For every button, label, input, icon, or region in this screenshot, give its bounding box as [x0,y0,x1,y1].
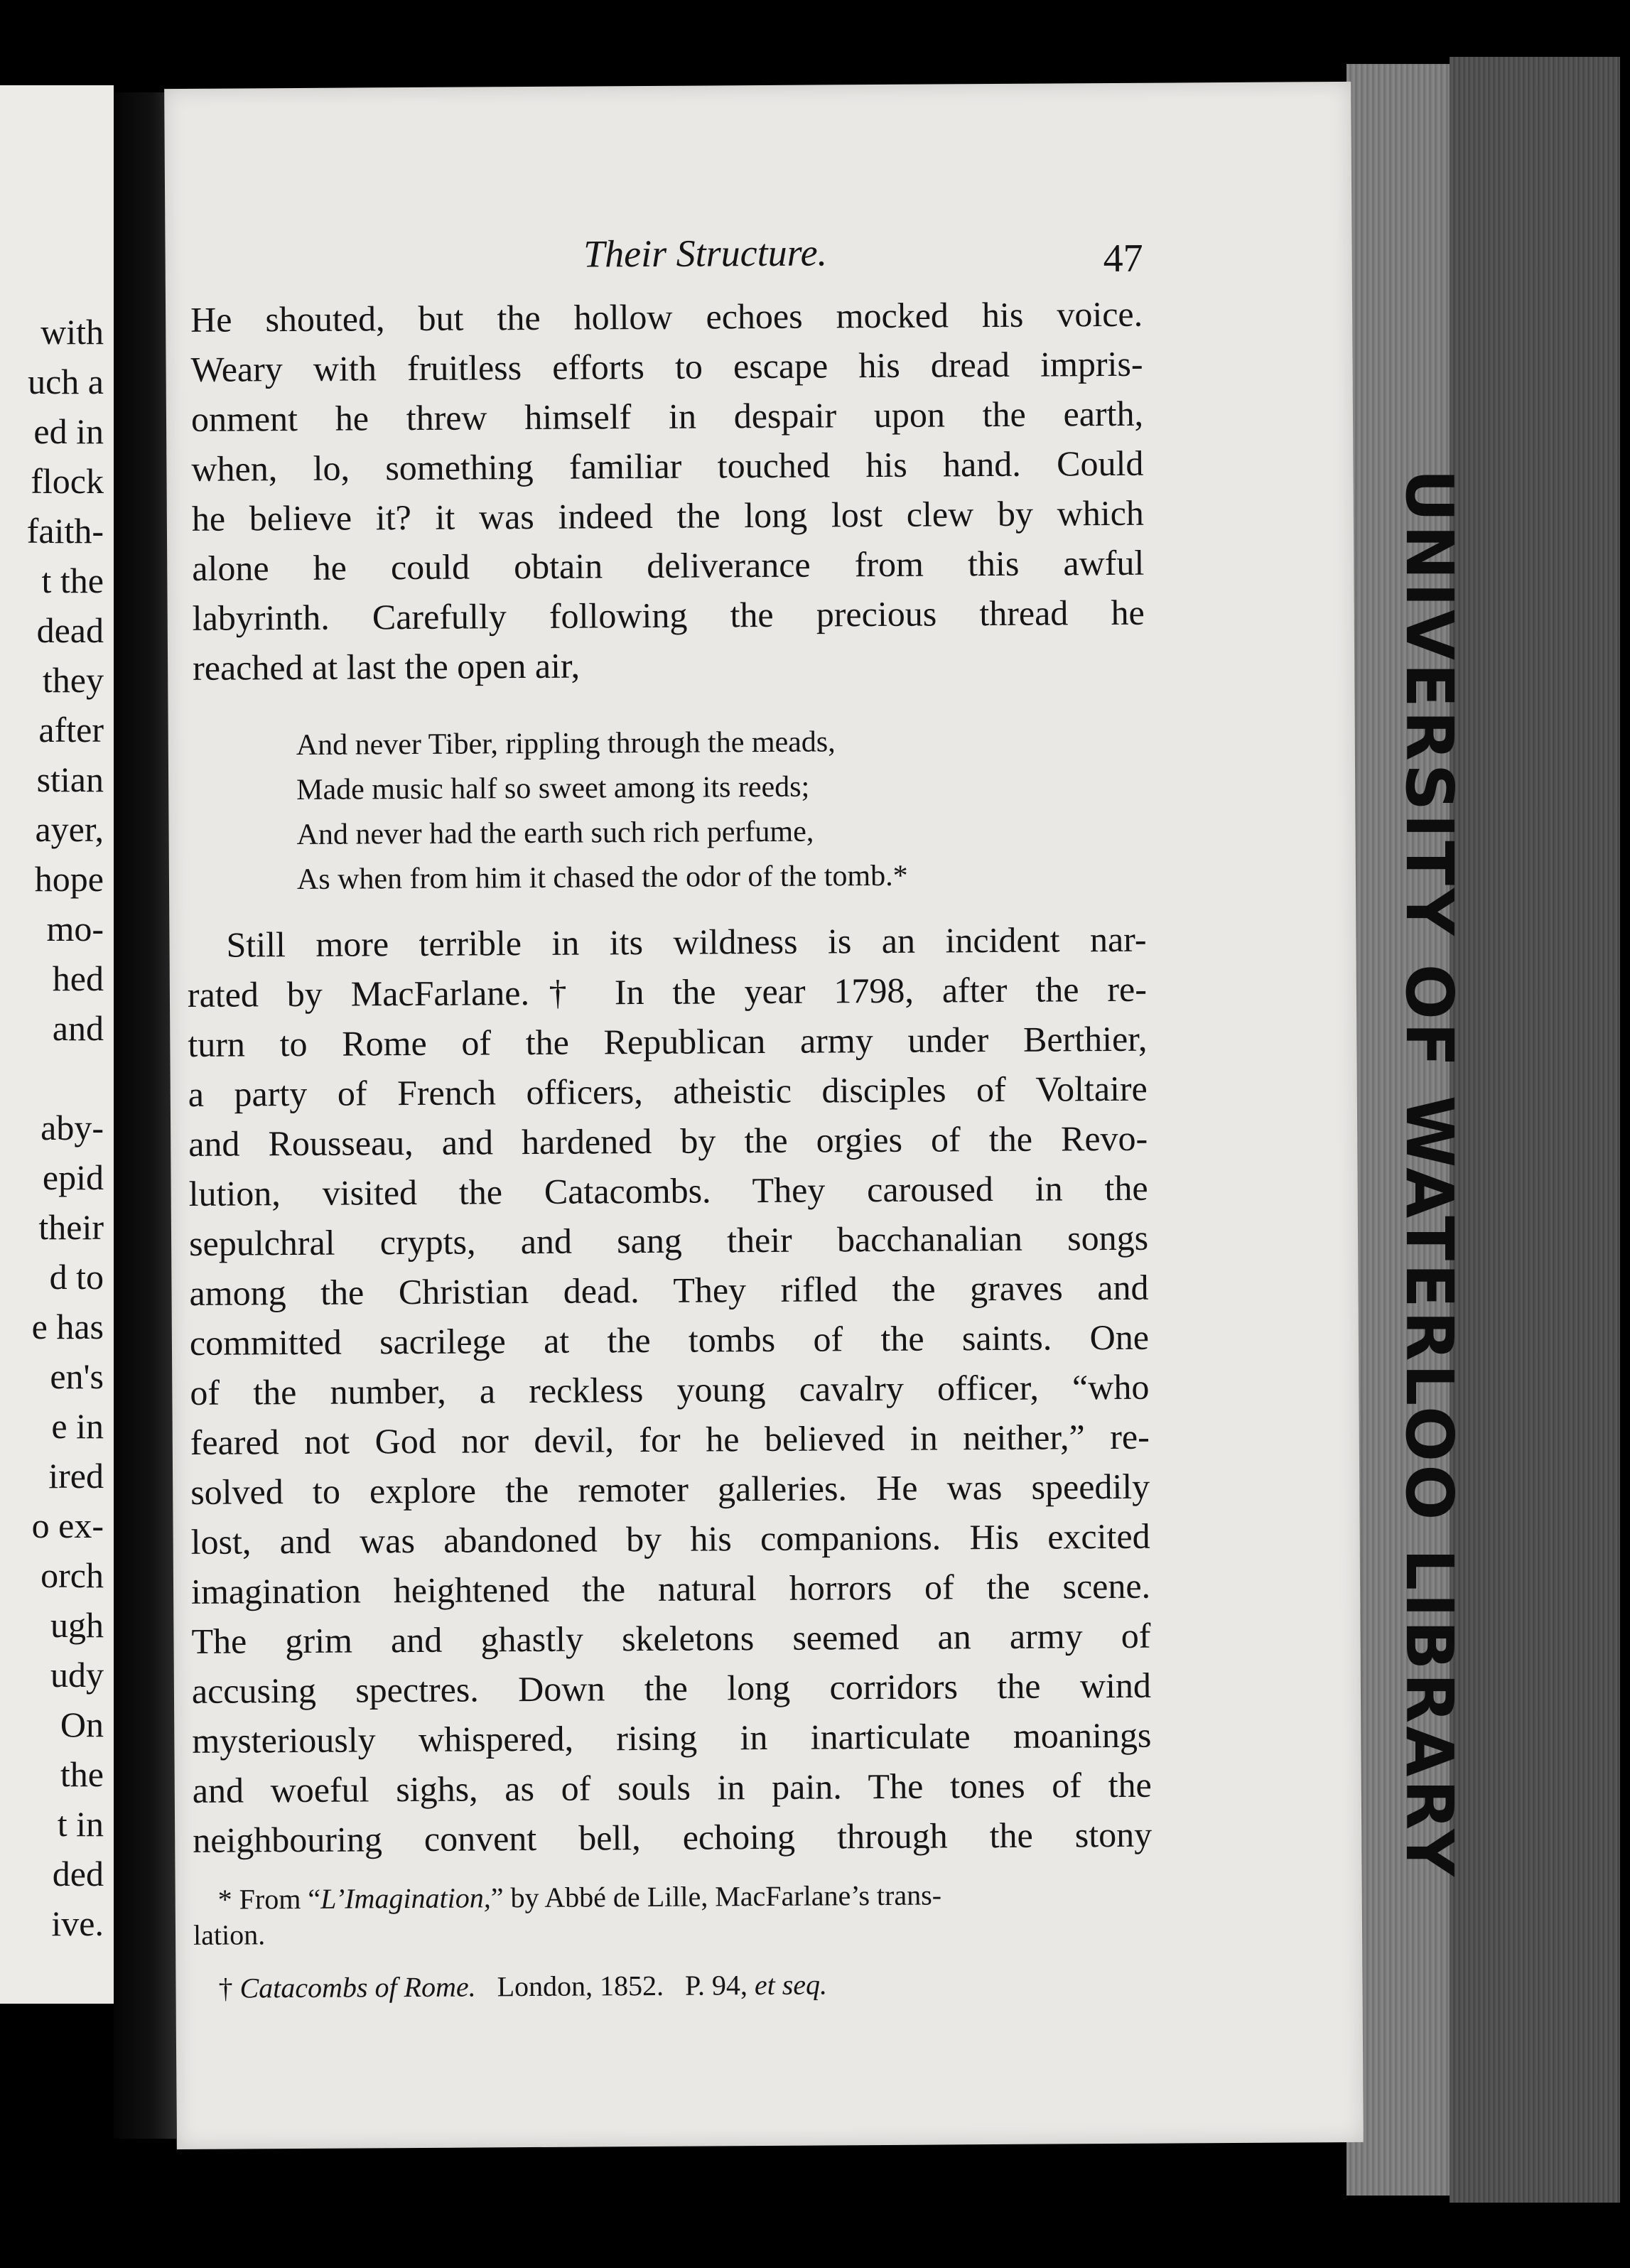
left-page-line: e in [51,1406,104,1446]
paragraph-line: lution, visited the Catacombs. They caroused in the [188,1167,1148,1214]
footnote-work-title: L’Imagination, [320,1881,491,1915]
left-page-line: stian [36,760,104,799]
paragraph-line: onment he threw himself in despair upon the earth, [190,393,1144,439]
left-page-line: their [38,1207,104,1247]
footnote-marker: † [218,1972,233,2004]
paragraph-line: accusing spectres. Down the long corridors the wind [191,1665,1152,1711]
paragraph-line: and Rousseau, and hardened by the orgies of the Revo- [188,1118,1148,1164]
paragraph-line: when, lo, something familiar touched his hand. Could [191,443,1144,489]
left-page-line: hed [52,958,104,998]
left-page-line: udy [50,1655,104,1695]
left-page-line: ired [48,1456,104,1496]
left-page-line: hope [34,859,104,899]
verse-line: And never Tiber, rippling through the meads, [296,725,836,762]
paragraph-line: neighbouring convent bell, echoing through the stony [193,1814,1153,1860]
paragraph-line: among the Christian dead. They rifled the graves and [189,1267,1149,1313]
paragraph-line: turn to Rome of the Republican army under Berthier, [188,1018,1148,1064]
left-page-line: t in [57,1804,104,1844]
paragraph-line: of the number, a reckless young cavalry officer, “who [190,1366,1150,1413]
footnote-place-date: London, 1852. [497,1969,664,2003]
footnote-1-continuation: lation. [193,1918,266,1951]
paragraph-line: imagination heightened the natural horrors of the scene. [190,1565,1151,1611]
left-page-line: ugh [50,1605,104,1645]
left-page-line: faith- [26,511,104,551]
paragraph-line: labyrinth. Carefully following the precious thread he [192,592,1145,638]
paragraph-line: a party of French officers, atheistic disciples of Voltaire [188,1068,1148,1114]
left-page-line: d to [49,1257,104,1297]
paragraph-line: alone he could obtain deliverance from this awful [192,542,1145,588]
book-page [164,82,1364,2149]
paragraph-line: Still more terrible in its wildness is an incident nar- [226,919,1147,965]
left-page-line: aby- [41,1108,104,1148]
footnote-text: ” by Abbé de Lille, MacFarlane’s trans- [490,1879,942,1914]
left-page-line: en's [50,1356,104,1396]
paragraph-line: He shouted, but the hollow echoes mocked his voice. [190,293,1143,340]
verse-line: Made music half so sweet among its reeds; [296,770,810,807]
left-page-line: after [38,710,104,750]
verse-line: As when from him it chased the odor of the tomb.* [296,859,908,897]
footnote-et-seq: et seq. [754,1968,828,2002]
paragraph-line: reached at last the open air, [192,645,581,688]
paragraph-line: and woeful sighs, as of souls in pain. The tones of the [192,1764,1152,1810]
footnote-2 [218,1967,827,2005]
verse-line: And never had the earth such rich perfume, [296,815,814,852]
running-head: Their Structure. [583,231,828,276]
left-page-line: ed in [33,411,104,451]
paragraph-line: sepulchral crypts, and sang their bacchanalian songs [188,1217,1149,1263]
left-page-line: uch a [28,362,104,401]
left-page-line: t the [41,561,104,600]
footnote-work-title: Catacombs of Rome. [239,1970,476,2004]
left-page-line: mo- [46,909,104,949]
left-page-line: with [41,312,104,352]
left-page-line: o ex- [31,1506,104,1545]
left-page-line: On [60,1705,104,1744]
paragraph-line: mysteriously whispered, rising in inarticulate moanings [192,1714,1152,1761]
paragraph-line: feared not God nor devil, for he believed in neither,” re- [190,1416,1150,1462]
left-page-line: e has [31,1307,104,1346]
paragraph-line: Weary with fruitless efforts to escape his dread impris- [190,343,1143,389]
paragraph-line: The grim and ghastly skeletons seemed an army of [191,1615,1151,1661]
footnote-marker: * [217,1883,232,1916]
left-page-line: ded [52,1854,104,1894]
paragraph-line: he believe it? it was indeed the long lost clew by which [191,492,1144,539]
footnote-1 [218,1878,942,1916]
left-page-line: the [60,1754,104,1794]
paragraph-line: rated by MacFarlane.† In the year 1798, after the re- [187,968,1148,1015]
footnote-text: From “ [239,1882,321,1916]
left-page-line: ayer, [35,809,104,849]
left-page-line: dead [36,610,104,650]
page-number: 47 [1103,236,1143,281]
library-stamp [1375,469,1467,1879]
left-page-line: epid [42,1157,104,1197]
left-page-line: and [52,1008,104,1048]
left-page-line: ive. [51,1904,104,1943]
paragraph-line: solved to explore the remoter galleries. He was speedily [190,1466,1150,1512]
paragraph-line: committed sacrilege at the tombs of the saints. One [189,1317,1150,1363]
library-stamp-text: UNIVERSITY OF WATERLOO LIBRARY [1391,469,1467,1879]
left-page-line: flock [31,461,104,501]
left-page-line: they [42,660,104,700]
previous-page-fragment [0,85,114,2004]
book-fore-edge-shadow [1450,57,1620,2203]
paragraph-line: lost, and was abandoned by his companions. His excited [190,1516,1150,1562]
footnote-page-ref: P. 94, [684,1969,748,2002]
left-page-line: orch [41,1555,104,1595]
